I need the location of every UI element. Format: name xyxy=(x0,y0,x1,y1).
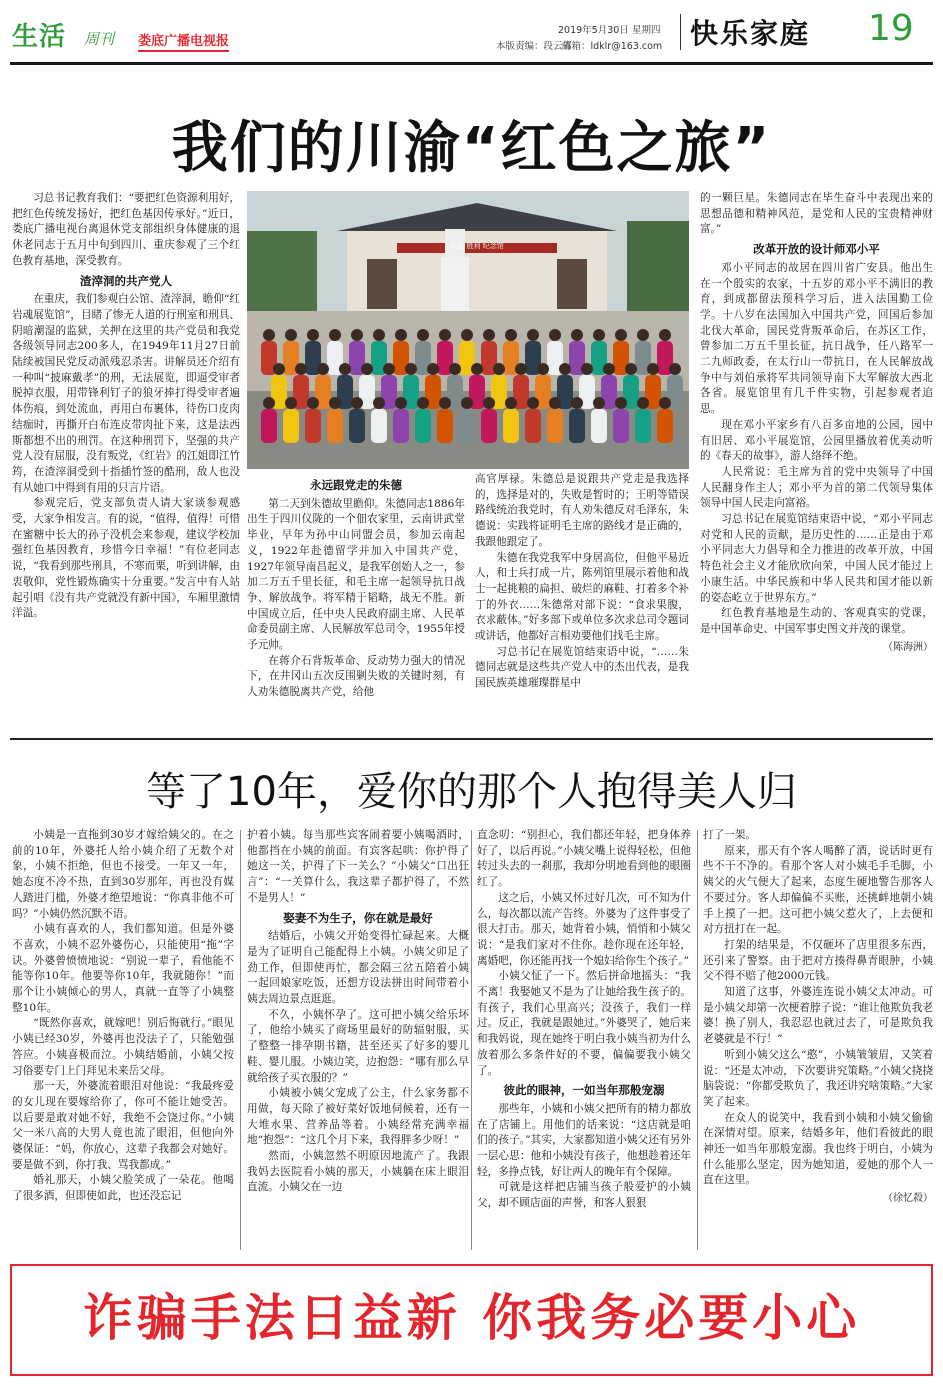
person-head xyxy=(669,363,681,375)
person-figure xyxy=(327,409,343,443)
issue-date: 2019年5月30日 xyxy=(558,25,629,36)
person-head xyxy=(493,363,505,375)
person-head xyxy=(549,329,561,341)
subheading: 渣滓洞的共产党人 xyxy=(80,273,172,288)
article2-column-2 xyxy=(247,828,469,1254)
person-head xyxy=(329,329,341,341)
paragraph: 这之后，小姨又怀过好几次，可不知为什么，每次都以流产告终。外婆为了这件事受了很大打击。那天，她背着小姨，悄悄和小姨父说：“是我们家对不住你。趁你现在还年轻，离婚吧，你还能再找一个媳妇给你生个孩子。” xyxy=(477,891,691,967)
person-head xyxy=(659,397,671,409)
person-head xyxy=(461,397,473,409)
person-head xyxy=(549,397,561,409)
paragraph: 那一天，外婆流着眼泪对他说：“我最疼爱的女儿现在要嫁给你了，你可不能让她受苦。以后要是敢对她不好，我绝不会饶过你。”小姨父一米八高的大男人竟也流了眼泪，但他向外婆保证：“妈，你放心，这辈子我都会对她好。要是做不到，你打我、骂我都成。” xyxy=(12,1080,234,1171)
person-head xyxy=(339,363,351,375)
person-head xyxy=(307,397,319,409)
brand-subtitle: 周刊 xyxy=(84,30,115,48)
person-head xyxy=(615,397,627,409)
person-head xyxy=(439,397,451,409)
person-head xyxy=(329,397,341,409)
column-rule xyxy=(471,830,472,1250)
paragraph: 婚礼那天，小姨父脸笑成了一朵花。他喝了很多酒，但即使如此，也还没忘记 xyxy=(12,1174,234,1203)
brand-title: 生活 xyxy=(12,22,67,52)
person-head xyxy=(581,363,593,375)
person-figure xyxy=(261,409,277,443)
person-head xyxy=(285,397,297,409)
column-rule xyxy=(697,830,698,1250)
person-head xyxy=(285,329,297,341)
person-head xyxy=(461,329,473,341)
person-head xyxy=(383,363,395,375)
person-head xyxy=(351,329,363,341)
paragraph: 小姨是一直拖到30岁才嫁给姨父的。在之前的10年，外婆托人给小姨介绍了无数个对象，小姨不拒绝，但也不接受。一年又一年，她态度不冷不热，直到30岁那年，再也没有媒人踏进门槛，外婆才绝望地说：“你真非他不可吗？”小姨仍然沉默不语。 xyxy=(12,829,234,920)
person-figure xyxy=(613,409,629,443)
person-head xyxy=(263,329,275,341)
person-head xyxy=(449,363,461,375)
paragraph: 小姨父怔了一下。然后拼命地摇头：“我不离！我娶她又不是为了让她给我生孩子的。有孩子，我们心里高兴；没孩子，我们一样过。反正，我就是跟她过。”外婆哭了，她后来和我妈说，现在她终于明白我小姨当初为什么放着那么多条件好的不要，偏偏要我小姨父了。 xyxy=(477,970,691,1077)
paragraph: 红色教育基地是生动的、客观真实的党课，是中国革命史、中国军事史图文并茂的课堂。 xyxy=(700,607,933,635)
article1-column-2 xyxy=(247,474,465,724)
person-head xyxy=(439,329,451,341)
person-figure xyxy=(503,409,519,443)
article1-column-1 xyxy=(12,191,240,721)
person-head xyxy=(427,363,439,375)
person-head xyxy=(625,363,637,375)
article2-headline: 等了10年，爱你的那个人抱得美人归 xyxy=(146,769,797,815)
paragraph: 高官厚禄。朱德总是说跟共产党走是我选择的，选择是对的，失败是暂时的；王明等错误路线统治我党时，有人劝朱德反对毛泽东，朱德说：实践将证明毛主席的路线才是正确的，我跟他跟定了。 xyxy=(475,473,689,548)
person-head xyxy=(295,363,307,375)
person-head xyxy=(317,363,329,375)
person-head xyxy=(373,397,385,409)
paragraph: 打了一架。 xyxy=(703,829,756,841)
person-figure xyxy=(283,409,299,443)
person-figure xyxy=(635,409,651,443)
paragraph: 然而，小姨忽然不明原因地流产了。我跟我妈去医院看小姨的那天，小姨躺在床上眼泪直流。小姨父在一边 xyxy=(247,1150,469,1194)
paragraph: 人民常说：毛主席为首的党中央领导了中国人民翻身作主人；邓小平为首的第二代领导集体领导中国人民走向富裕。 xyxy=(700,465,933,510)
column-rule xyxy=(240,830,241,1250)
subheading: 彼此的眼神，一如当年那般宠溺 xyxy=(503,1083,665,1098)
article1-column-3 xyxy=(475,472,689,724)
person-head xyxy=(615,329,627,341)
person-head xyxy=(593,397,605,409)
person-head xyxy=(471,363,483,375)
person-figure xyxy=(349,409,365,443)
paragraph: 在蒋介石背叛革命、反动势力强大的情况下，在井冈山五次反围剿失败的关键时刻，有人劝朱德脱离共产党，给他 xyxy=(247,654,465,699)
editor-credit: 本版责编：段云青 xyxy=(496,41,573,52)
article1-column-4 xyxy=(700,191,933,724)
person-head xyxy=(417,329,429,341)
person-figure xyxy=(393,409,409,443)
building-sign: 长征 胜利 纪念馆 xyxy=(450,242,504,250)
paragraph: 习总书记教育我们：“要把红色资源利用好，把红色传统发扬好，把红色基因传承好。”近日，娄底广播电视台离退休党支部组织身体健康的退休老同志于五月中旬到四川、重庆参观了三个红色教育基地，深受教育。 xyxy=(12,192,240,267)
section-title: 快乐家庭 xyxy=(690,17,811,50)
subheading: 永远跟党走的朱德 xyxy=(310,478,402,492)
person-figure xyxy=(415,409,431,443)
person-figure xyxy=(371,409,387,443)
paragraph: 小姨有喜欢的人，我们都知道。但是外婆不喜欢，小姨不忍外婆伤心，只能使用“拖”字诀。外婆曾愤愤地说：“别说一辈子，看他能不能等你10年。他要等你10年，我就随你！”而那个让小姨倾心的男人，真就一直等了小姨整整10年。 xyxy=(12,923,234,1014)
page-number: 19 xyxy=(868,8,914,49)
person-head xyxy=(559,363,571,375)
paragraph: 的一颗巨星。朱德同志在毕生奋斗中表现出来的思想品德和精神风范，是党和人民的宝贵精神财富。” xyxy=(700,192,933,236)
paragraph: 小姨被小姨父宠成了公主，什么家务都不用做，每天除了被好菜好饭地伺候着，还有一大堆水果、营养品等着。小姨经常充满幸福地“抱怨”：“这几个月下来，我得胖多少呀！” xyxy=(247,1087,469,1147)
paragraph: 打架的结果是，不仅砸坏了店里很多东西，还引来了警察。由于把对方揍得鼻青眼肿，小姨父不得不赔了他2000元钱。 xyxy=(703,938,933,983)
paragraph: 听到小姨父这么“憨”，小姨皱皱眉，又笑着说：“还是太冲动，下次要讲究策略。”小姨父挠挠脑袋说：“你都受欺负了，我还讲究啥策略。”大家笑了起来。 xyxy=(703,1048,933,1108)
person-figure xyxy=(437,409,453,443)
photo-illustration xyxy=(247,191,689,469)
paragraph: 那些年，小姨和小姨父把所有的精力都放在了店铺上。用他们的话来说：“这店就是咱们的孩子。”其实，大家都知道小姨父还有另外一层心思：他和小姨没有孩子，他想趁着还年轻，多挣点钱，好让两人的晚年有个保障。 xyxy=(477,1102,691,1178)
person-head xyxy=(515,363,527,375)
person-head xyxy=(505,397,517,409)
subheading: 娶妻不为生子，你在就是最好 xyxy=(283,910,433,925)
person-head xyxy=(395,397,407,409)
person-head xyxy=(307,329,319,341)
byline: （陈海洲） xyxy=(883,641,933,653)
person-head xyxy=(351,397,363,409)
person-head xyxy=(659,329,671,341)
person-head xyxy=(483,329,495,341)
paper-name: 娄底广播电视报 xyxy=(138,30,229,52)
person-figure xyxy=(459,409,475,443)
person-head xyxy=(537,363,549,375)
paragraph: 在重庆，我们参观白公馆、渣滓洞，瞻仰“红岩魂展览馆”，目睹了惨无人道的行刑室和刑具、阴暗潮湿的监狱，关押在这里的共产党员和我党各级领导同志200多人，在1949年11月27日前陆续被国民党反动派残忍杀害。讲解员还介绍有一种叫“披麻戴孝”的刑，无法展览，即逼受审者脱掉衣服，用带锋利钉子的狼牙捧打得受审者遍体伤痕，到处流血，再用白布裹体，待伤口皮肉结痂时，再撕开白布连皮带肉扯下来，这是法西斯都想不出的刑罚。在这种刑罚下，坚强的共产党人没有屈服，没有叛党，《红岩》的江姐即江竹筠，在渣滓洞受到十指插竹签的酷刑，敌人也没有从她口中得到有用的只言片语。 xyxy=(12,293,240,494)
person-head xyxy=(571,397,583,409)
person-head xyxy=(527,329,539,341)
paragraph: 可就是这样把店铺当孩子般爱护的小姨父，却不顾店面的声誉，和客人狠狠 xyxy=(477,1181,691,1210)
article2-column-3 xyxy=(477,828,691,1254)
person-figure xyxy=(305,409,321,443)
paragraph: 不久，小姨怀孕了。这可把小姨父给乐坏了，他给小姨买了商场里最好的防辐射服，买了整整一排孕期书籍，甚至还买了好多的婴儿鞋、婴儿服。小姨边笑，边抱怨：“哪有那么早就给孩子买衣服的？” xyxy=(247,1008,469,1084)
paragraph: 参观完后，党支部负责人请大家谈参观感受，大家争相发言。有的说，“值得，值得！可惜在蜜糖中长大的孙子没机会来参观，建议学校加强红色基因教育，珍惜今日幸福！”有位老同志说，“我看到那些刑具，不寒而栗，听到讲解，由衷敬仰，党性锻炼确实十分重要。”发言中有人站起引唱《没有共产党就没有新中国》，车厢里激情洋溢。 xyxy=(12,497,240,620)
person-head xyxy=(361,363,373,375)
person-head xyxy=(637,397,649,409)
paragraph: 原来，那天有个客人喝醉了酒，说话时更有些不干不净的。看那个客人对小姨毛手毛脚，小姨父的火气便大了起来，态度生硬地警告那客人不要过分。客人却偏偏不买账，还挑衅地朝小姨手上摸了一把。这可把小姨父惹火了，上去便和对方扭打在一起。 xyxy=(703,844,933,936)
masthead-divider xyxy=(680,14,681,50)
article2-column-1 xyxy=(12,828,234,1254)
paragraph: 邓小平同志的故居在四川省广安县。他出生在一个殷实的农家，十五岁的邓小平不满旧的教育，到成都留法预科学习后，进入法国勤工俭学。十八岁在法国加入中国共产党，回国后参加北伐大革命，国民党背叛革命后，在苏区工作，曾参加二万五千里长征，抗日战争，任八路军一二九师政委，在太行山一带抗日，在人民解放战争中与刘伯承将军共同领导南下大军解放大西北各省。展览馆里有几千件实物，引起参观者追思。 xyxy=(700,261,933,416)
paragraph: 习总书记在展览馆结束语中说，“……朱德同志就是这些共产党人中的杰出代表，是我国民族英雄璀璨群星中 xyxy=(475,645,689,690)
person-head xyxy=(405,363,417,375)
person-head xyxy=(373,329,385,341)
person-head xyxy=(647,363,659,375)
paragraph: 直念叨：“别担心，我们都还年轻，把身体养好了，以后再说。”小姨父嘴上说得轻松，但他转过头去的一刹那，我却分明地看到他的眼圈红了。 xyxy=(477,829,691,889)
person-figure xyxy=(547,409,563,443)
person-head xyxy=(483,397,495,409)
issue-weekday: 星期四 xyxy=(632,25,661,36)
person-head xyxy=(527,397,539,409)
article2-column-4 xyxy=(703,828,933,1254)
person-head xyxy=(571,329,583,341)
article-divider xyxy=(10,738,933,740)
masthead-rule xyxy=(10,62,933,65)
person-head xyxy=(263,397,275,409)
paragraph: “既然你喜欢，就嫁吧！别后悔就行。”眼见小姨已经30岁，外婆再也没法子了，只能勉强答应。小姨喜极而泣。小姨结婚前，小姨父按习俗要专门上门拜见未来岳父母。 xyxy=(12,1017,234,1077)
paragraph: 习总书记在展览馆结束语中说，“邓小平同志对党和人民的贡献，是历史性的……正是由于邓小平同志大力倡导和全力推进的改革开放，中国特色社会主义才能欣欣向荣，中国人民才能过上小康生活。中华民族和中华人民共和国才能以新的姿态屹立于世界东方。” xyxy=(700,513,933,604)
paragraph: 结婚后，小姨父开始变得忙碌起来。大概是为了证明自己能配得上小姨。小姨父卯足了劲工作，但即使再忙，都会隔三岔五陪着小姨一起回娘家吃饭，还想方设法拼出时间带着小姨去周边景点逛逛。 xyxy=(247,930,469,1006)
person-head xyxy=(637,329,649,341)
group-photo xyxy=(247,191,689,469)
paragraph: 在众人的说笑中，我看到小姨和小姨父偷偷在深情对望。原来，结婚多年，他们看彼此的眼神还一如当年那般宠溺。我也终于明白，小姨为什么能那么坚定，因为她知道，爱她的那个人一直在这里。 xyxy=(703,1111,933,1187)
person-figure xyxy=(481,409,497,443)
paragraph: 第二天到朱德故里瞻仰。朱德同志1886年出生于四川仪陇的一个佃农家里，云南讲武堂毕业，早年为孙中山同盟会员，参加云南起义，1922年赴德留学并加入中国共产党，1927年领导南昌起义，是我军创始人之一，参加二万五千里长征，和毛主席一起领导抗日战争、解放战争。将军精于韬略，战无不胜。新中国成立后，任中央人民政府副主席、人民革命委员副主席、人民解放军总司令，1955年授予元帅。 xyxy=(247,497,465,652)
paragraph: 知道了这事，外婆连连说小姨父太冲动。可是小姨父却第一次梗着脖子说：“谁让他欺负我老婆！换了别人，我忍忍也就过去了，可是欺负我老婆就是不行！” xyxy=(703,986,933,1046)
person-figure xyxy=(569,409,585,443)
subheading: 改革开放的设计师邓小平 xyxy=(753,242,880,257)
person-head xyxy=(273,363,285,375)
warning-banner-text: 诈骗手法日益新 你我务必要小心 xyxy=(82,1289,861,1347)
byline: （徐忆殺） xyxy=(883,1193,933,1205)
paragraph: 朱德在我党我军中身居高位，但他平易近人，和士兵打成一片，陈列馆里展示着他和战士一起挑粮的扁担、破烂的麻鞋、打着多个补丁的外衣……朱德常对部下说：“食求果腹，衣求蔽体。”好多部下或单位多次求总司令题词或讲话，他都好言相劝要他们找毛主席。 xyxy=(475,551,689,643)
person-head xyxy=(593,329,605,341)
person-head xyxy=(505,329,517,341)
person-figure xyxy=(591,409,607,443)
person-head xyxy=(603,363,615,375)
masthead xyxy=(0,0,943,62)
paragraph: 现在邓小平家乡有八百多亩地的公园，园中有旧居、邓小平展览馆，公园里播放着优美动听的《春天的故事》，游人络绎不绝。 xyxy=(700,418,933,463)
person-head xyxy=(417,397,429,409)
article1-headline: 我们的川渝“红色之旅” xyxy=(171,116,772,181)
person-head xyxy=(395,329,407,341)
person-figure xyxy=(657,409,673,443)
person-figure xyxy=(525,409,541,443)
editor-email[interactable]: 邮箱：ldklr@163.com xyxy=(562,41,663,52)
paragraph: 护着小姨。每当那些宾客闹着要小姨喝酒时，他都挡在小姨的前面。有宾客起哄：你护得了她这一关，护得了下一关么？”小姨父“口出狂言”：“一关算什么，我这辈子都护得了，不然不是男人！” xyxy=(247,829,469,904)
